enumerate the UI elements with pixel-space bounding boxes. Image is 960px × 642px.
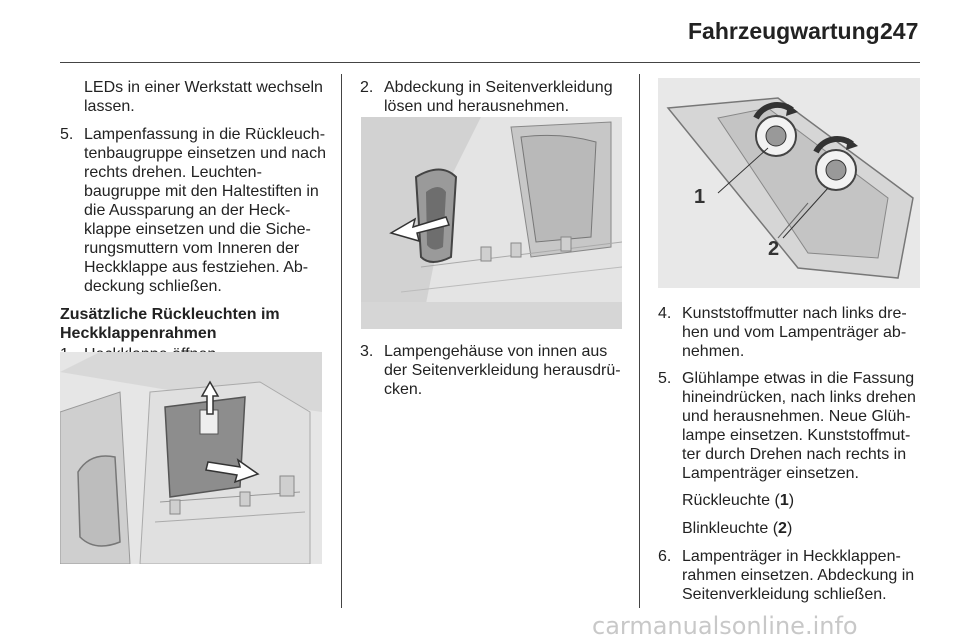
step-number: 5. (60, 126, 74, 143)
step-2 (360, 78, 628, 116)
step-text: Lampengehäuse von innen aus der Seitenverkleidung herausdrü-cken. (384, 343, 621, 398)
figure-side-trim (361, 117, 622, 329)
step-text: Abdeckung in Seitenverkleidung lösen und herausnehmen. (384, 79, 613, 115)
step-number: 6. (658, 548, 672, 565)
figure-lamp-carrier (658, 78, 920, 288)
step-text: Glühlampe etwas in die Fassung hineindrücken, nach links drehen und herausnehmen. Neue Glüh-lampe einsetzen. Kunststoffmut-ter durch Drehen nach rechts in Lampenträger einsetzen. (682, 370, 916, 482)
rear-light-prefix: Rückleuchte ( (682, 492, 780, 509)
indicator-num: 2 (778, 520, 787, 537)
page-title: Fahrzeugwartung (688, 18, 880, 44)
step-5-right (658, 369, 920, 483)
figure-tailgate-cover (60, 352, 322, 564)
step-text: Lampenfassung in die Rückleuch-tenbaugruppe einsetzen und nach rechts drehen. Leuchten-baugruppe mit den Haltestiften in die Aussparung an der Heck-klappe einsetzen und die Siche-rungsmuttern vom Inneren der Heckklappe aus festziehen. Ab-deckung schließen. (84, 126, 326, 295)
column-divider-left (341, 74, 342, 608)
page-number: 247 (880, 18, 919, 44)
rear-light-close: ) (788, 492, 795, 509)
right-column (658, 304, 920, 612)
figure-label-2: 2 (768, 238, 780, 260)
step-4 (658, 304, 920, 361)
indicator-note (658, 519, 920, 538)
step-3 (360, 342, 628, 399)
step-number: 4. (658, 305, 672, 322)
continuation-text: LEDs in einer Werkstatt wechseln lassen. (84, 79, 323, 115)
left-column (60, 78, 328, 372)
column-divider-right (639, 74, 640, 608)
step-text: Lampenträger in Heckklappen-rahmen einsetzen. Abdeckung in Seitenverkleidung schließen. (682, 548, 915, 603)
middle-column-lower (360, 342, 628, 407)
indicator-close: ) (786, 520, 793, 537)
rear-light-num: 1 (779, 492, 789, 509)
step-number: 5. (658, 370, 672, 387)
figure-label-1: 1 (694, 186, 706, 208)
step-number: 2. (360, 79, 374, 96)
section-heading: Zusätzliche Rückleuchten im Heckklappenrahmen (60, 306, 280, 342)
step-5-left (60, 125, 328, 296)
indicator-prefix: Blinkleuchte ( (682, 520, 779, 537)
watermark: carmanualsonline.info (592, 612, 858, 640)
step-6 (658, 547, 920, 604)
rear-light-note (658, 491, 920, 510)
step-number: 3. (360, 343, 374, 360)
step-text: Kunststoffmutter nach links dre-hen und vom Lampenträger ab-nehmen. (682, 305, 907, 360)
header-divider (60, 62, 920, 63)
